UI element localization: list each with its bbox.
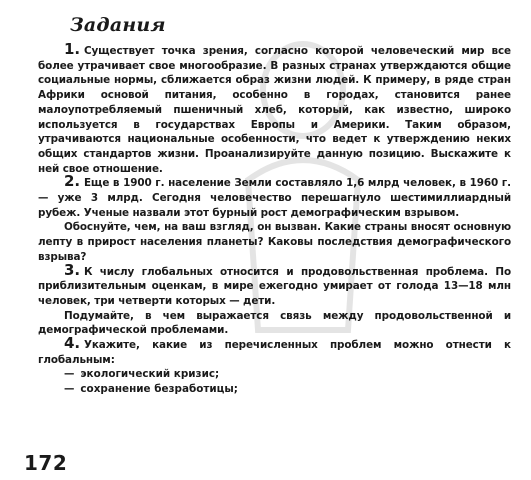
list-dash: —	[64, 368, 75, 381]
task-3-text: К числу глобальных относится и продовольственная проблема. По приблизительным оценкам, в мире ежегодно умирает от голода 13—18 млн человек, три четверти которых — дети.	[38, 265, 511, 307]
task-1-text: Существует точка зрения, согласно которой человеческий мир все более утрачивает свое многообразие. В разных странах утверждаются общие социальные нормы, сближается образ жизни людей. К примеру, в ряде стран Африки основой питания, особенно в городах, становится ранее малоупотребляемый пшеничный хлеб, который, как известно, широко используется в государствах Европы и Америки. Таким образом, утрачиваются национальные особенности, что ведет к утверждению неких общих стандартов жизни. Проанализируйте данную позицию. Выскажите к ней свое отношение.	[38, 45, 511, 175]
task-4	[38, 334, 511, 367]
task-3	[38, 260, 511, 309]
task-4-number: 4.	[64, 334, 80, 353]
list-dash: —	[64, 383, 75, 396]
task-1-number: 1.	[64, 40, 80, 58]
task-2	[38, 172, 511, 220]
page-number: 172	[24, 451, 68, 475]
list-item	[64, 367, 511, 382]
task-3-followup: Подумайте, в чем выражается связь между продовольственной и демографической проблемами.	[38, 309, 511, 337]
task-3-number: 3.	[64, 260, 80, 279]
task-2-text: Еще в 1900 г. население Земли составляло 1,6 млрд человек, в 1960 г. — уже 3 млрд. Сегодня человечество перешагнуло шестимиллиардный рубеж. Ученые назвали этот бурный рост демографическим взрывом.	[38, 177, 511, 219]
section-heading: Задания	[70, 14, 166, 36]
task-1	[38, 40, 511, 176]
list-item	[64, 382, 511, 397]
task-2-followup: Обоснуйте, чем, на ваш взгляд, он вызван. Какие страны вносят основную лепту в прирост населения планеты? Каковы последствия демографического взрыва?	[38, 221, 511, 263]
task-4-list	[38, 367, 511, 396]
list-item-text: сохранение безработицы;	[80, 383, 238, 396]
list-item-text: экологический кризис;	[80, 368, 220, 381]
task-4-text: Укажите, какие из перечисленных проблем можно отнести к глобальным:	[38, 339, 511, 366]
task-2-number: 2.	[64, 172, 80, 191]
